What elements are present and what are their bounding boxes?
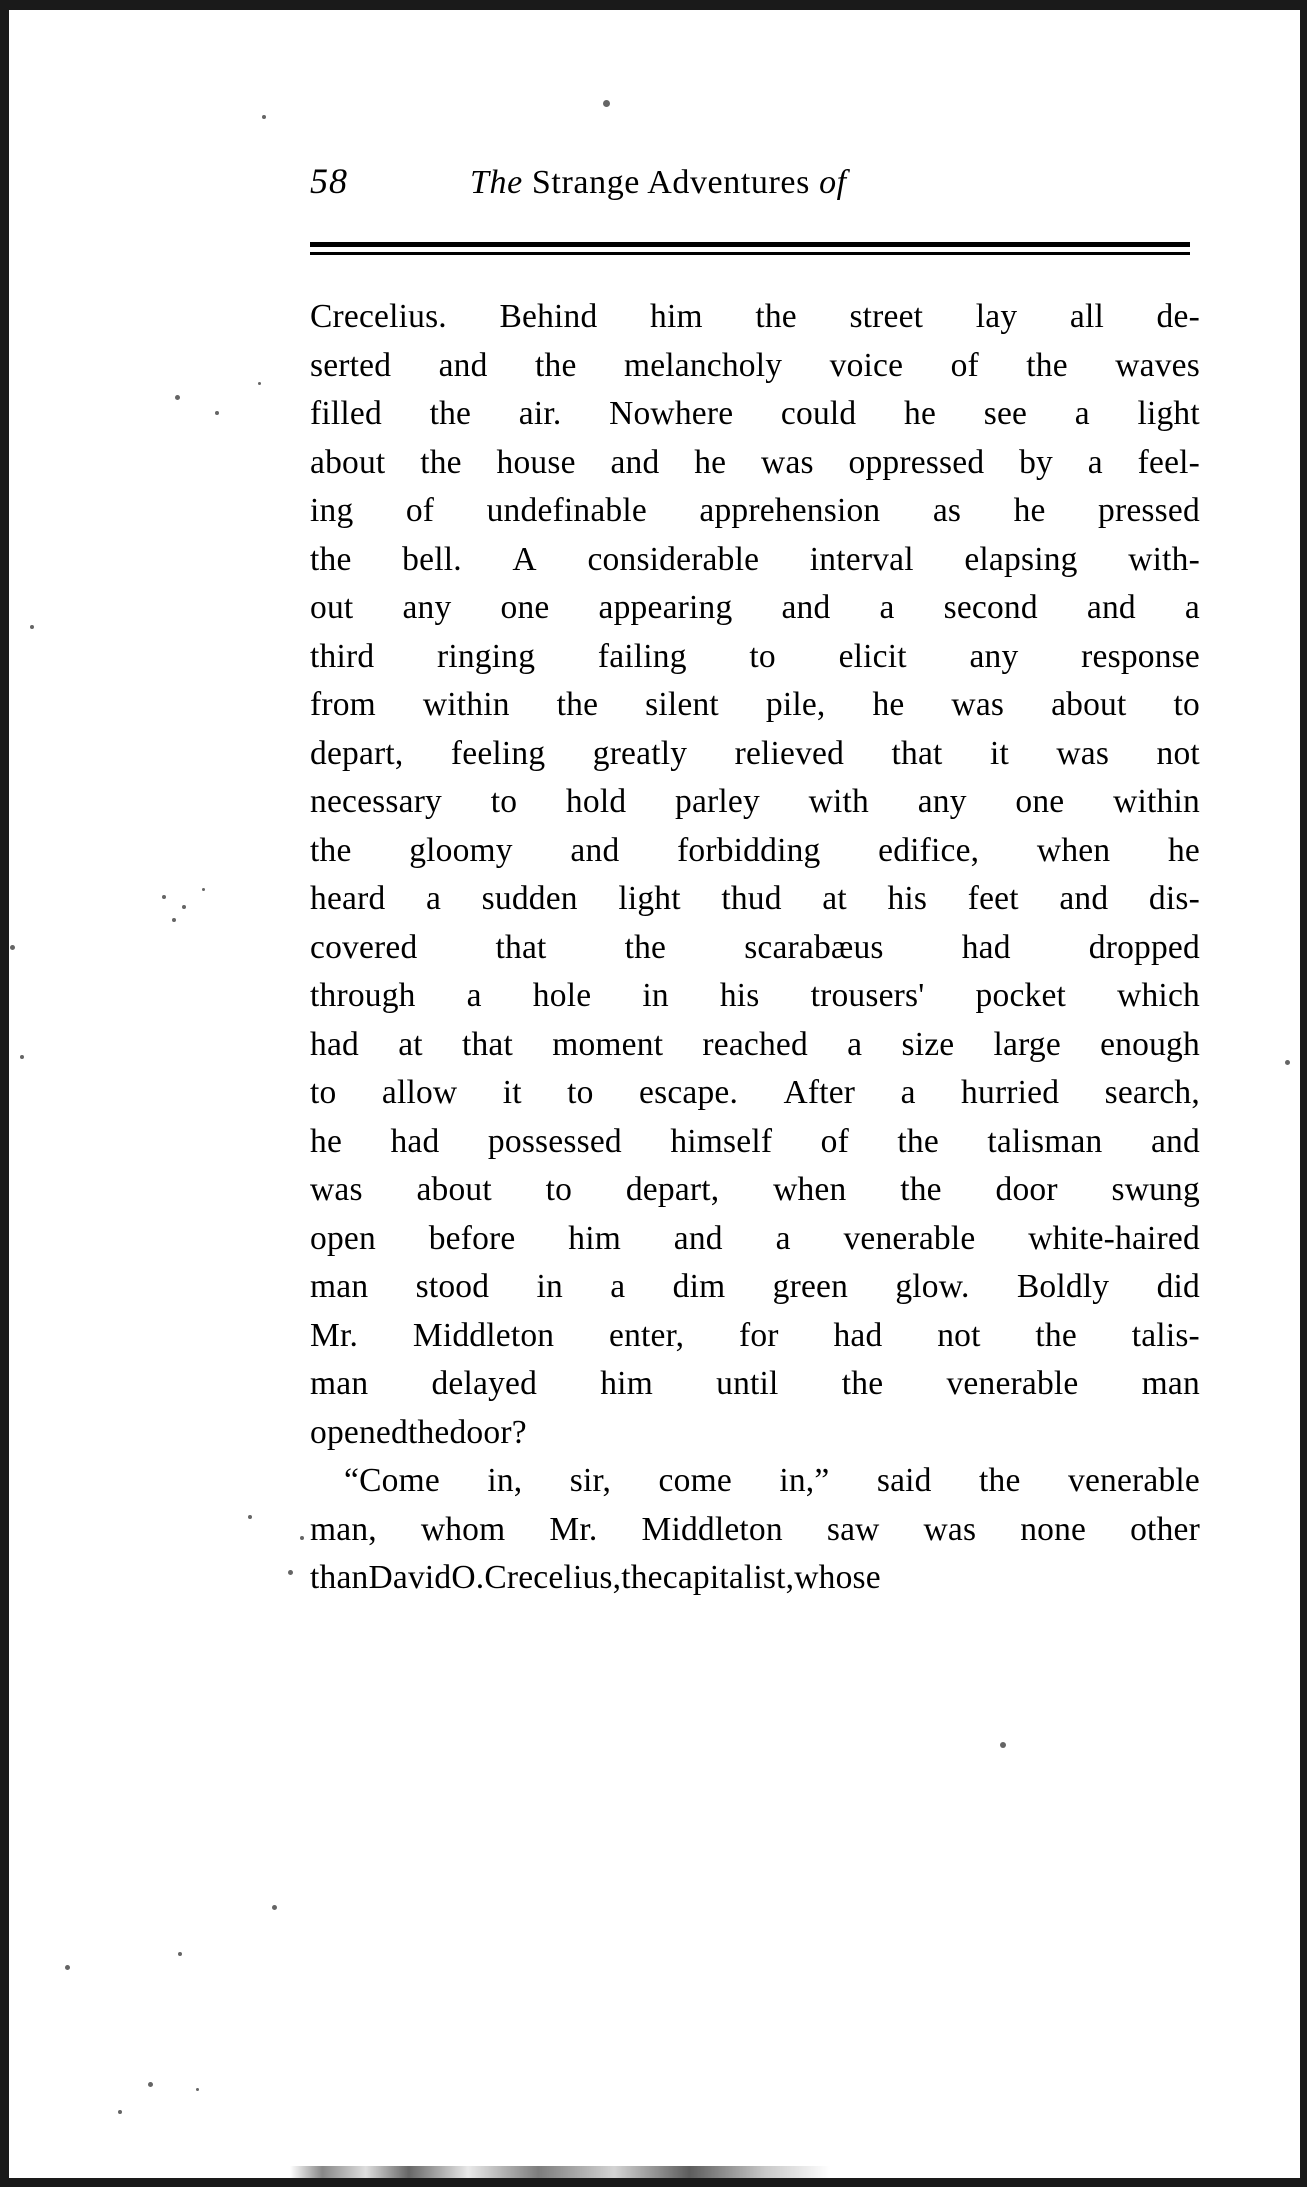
- page-number: 58: [310, 161, 348, 201]
- scan-speck: [262, 115, 266, 119]
- scan-speck: [175, 395, 180, 400]
- running-head: [310, 160, 1210, 220]
- page-content: [310, 160, 1210, 1603]
- scan-speck: [65, 1965, 70, 1970]
- page-edge-bottom: [0, 2178, 1307, 2187]
- scan-speck: [1285, 1060, 1290, 1065]
- scan-speck: [178, 1952, 182, 1956]
- scan-speck: [196, 2088, 199, 2091]
- text-line: heard a sudden light thud at his feet and dis-: [310, 880, 1200, 917]
- scan-speck: [258, 382, 261, 385]
- scan-speck: [20, 1055, 24, 1059]
- scan-speck: [215, 411, 219, 415]
- scan-speck: [148, 2082, 153, 2087]
- scan-speck: [118, 2110, 122, 2114]
- page-bottom-smudge: [290, 2166, 830, 2178]
- scan-speck: [248, 1515, 252, 1519]
- running-head-title: [470, 164, 847, 202]
- body-text: [310, 293, 1200, 1603]
- scan-speck: [182, 905, 186, 909]
- text-line: ing of undefinable apprehension as he pressed: [310, 492, 1200, 529]
- scan-speck: [1000, 1742, 1006, 1748]
- text-line: than David O. Crecelius, the capitalist, whose: [310, 1559, 881, 1596]
- text-line: through a hole in his trousers' pocket which: [310, 977, 1200, 1014]
- scan-speck: [603, 100, 610, 107]
- text-line: he had possessed himself of the talisman and: [310, 1122, 1200, 1160]
- scan-speck: [10, 945, 15, 950]
- scan-speck: [162, 895, 166, 899]
- text-line: the gloomy and forbidding edifice, when he: [310, 831, 1200, 869]
- text-line: about the house and he was oppressed by a feel-: [310, 443, 1200, 481]
- text-line: serted and the melancholy voice of the waves: [310, 346, 1200, 384]
- paragraph-2: [310, 1457, 1200, 1603]
- running-head-italic-of: of: [819, 164, 847, 201]
- scan-speck: [172, 918, 176, 922]
- text-line: man stood in a dim green glow. Boldly did: [310, 1268, 1200, 1305]
- text-line: man delayed him until the venerable man: [310, 1365, 1200, 1402]
- header-rule-thin: [310, 252, 1190, 255]
- text-line: the bell. A considerable interval elapsing with-: [310, 540, 1200, 578]
- scan-speck: [272, 1905, 277, 1910]
- page-edge-right: [1300, 0, 1307, 2187]
- scan-speck: [202, 888, 205, 891]
- running-head-italic-the: The: [470, 164, 523, 201]
- text-line: depart, feeling greatly relieved that it was not: [310, 734, 1200, 772]
- page-edge-left: [0, 0, 9, 2187]
- scan-speck: [30, 625, 34, 629]
- text-line: “Come in, sir, come in,” said the venerable: [344, 1462, 1200, 1499]
- text-line: Crecelius. Behind him the street lay all de-: [310, 298, 1200, 335]
- header-rule: [310, 242, 1190, 255]
- text-line: had at that moment reached a size large enough: [310, 1025, 1200, 1063]
- text-line: filled the air. Nowhere could he see a light: [310, 395, 1200, 432]
- text-line: covered that the scarabæus had dropped: [310, 928, 1200, 966]
- text-line: necessary to hold parley with any one within: [310, 783, 1200, 820]
- text-line: Mr. Middleton enter, for had not the talis-: [310, 1316, 1200, 1354]
- text-line: was about to depart, when the door swung: [310, 1171, 1200, 1208]
- running-head-roman: Strange Adventures: [531, 164, 810, 201]
- text-line: open before him and a venerable white-haired: [310, 1219, 1200, 1257]
- text-line: to allow it to escape. After a hurried search,: [310, 1074, 1200, 1111]
- text-line: third ringing failing to elicit any response: [310, 637, 1200, 675]
- text-line: opened the door?: [310, 1413, 527, 1451]
- page-edge-top: [0, 0, 1307, 10]
- text-line: man, whom Mr. Middleton saw was none other: [310, 1510, 1200, 1548]
- scan-speck: [288, 1570, 293, 1575]
- text-line: out any one appearing and a second and a: [310, 589, 1200, 626]
- text-line: from within the silent pile, he was about to: [310, 686, 1200, 723]
- scan-speck: [300, 1536, 304, 1540]
- paragraph-1: [310, 293, 1200, 1457]
